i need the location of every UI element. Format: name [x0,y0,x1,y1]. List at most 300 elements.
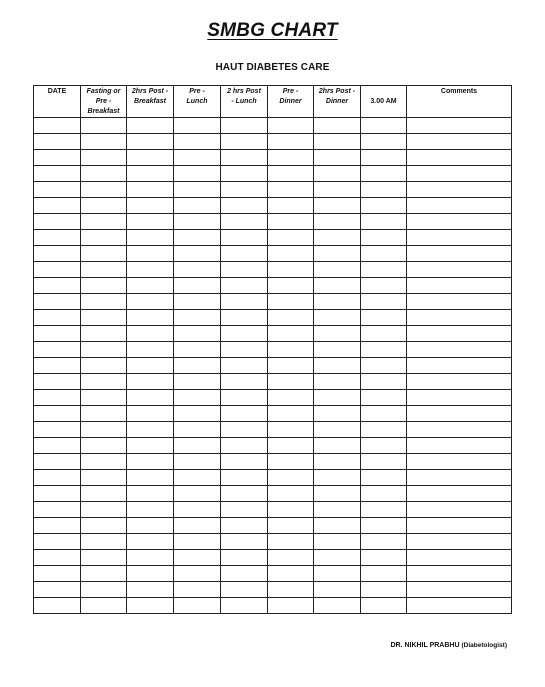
table-cell[interactable] [174,598,221,614]
table-cell[interactable] [127,294,174,310]
table-cell[interactable] [221,294,268,310]
table-cell[interactable] [81,422,127,438]
table-cell[interactable] [127,358,174,374]
table-cell[interactable] [361,214,407,230]
table-cell[interactable] [221,230,268,246]
page-title-text: SMBG CHART [207,20,338,41]
table-cell[interactable] [81,566,127,582]
table-cell[interactable] [361,486,407,502]
table-cell[interactable] [127,198,174,214]
table-row [34,246,512,262]
table-cell[interactable] [34,262,81,278]
table-cell[interactable] [34,182,81,198]
table-row [34,182,512,198]
table-cell[interactable] [174,406,221,422]
table-cell[interactable] [268,342,314,358]
table-cell[interactable] [221,422,268,438]
table-cell[interactable] [361,262,407,278]
table-cell[interactable] [361,422,407,438]
table-cell[interactable] [314,182,361,198]
table-cell[interactable] [268,262,314,278]
table-cell[interactable] [221,470,268,486]
table-cell[interactable] [407,518,512,534]
table-cell[interactable] [34,326,81,342]
table-cell[interactable] [221,310,268,326]
table-cell[interactable] [174,182,221,198]
table-cell[interactable] [127,438,174,454]
table-cell[interactable] [221,342,268,358]
footer-signature [390,642,507,649]
table-cell[interactable] [314,438,361,454]
table-cell[interactable] [314,534,361,550]
table-cell[interactable] [81,518,127,534]
table-cell[interactable] [81,326,127,342]
table-cell[interactable] [361,166,407,182]
table-cell[interactable] [268,182,314,198]
table-cell[interactable] [268,326,314,342]
table-cell[interactable] [407,118,512,134]
table-cell[interactable] [361,310,407,326]
header-3am [361,86,407,118]
table-cell[interactable] [407,150,512,166]
table-cell[interactable] [407,582,512,598]
table-cell[interactable] [174,214,221,230]
table-cell[interactable] [314,150,361,166]
table-cell[interactable] [127,150,174,166]
table-cell[interactable] [361,294,407,310]
table-cell[interactable] [314,326,361,342]
table-cell[interactable] [221,550,268,566]
table-cell[interactable] [221,438,268,454]
table-row [34,454,512,470]
table-cell[interactable] [221,358,268,374]
table-cell[interactable] [314,294,361,310]
table-cell[interactable] [81,230,127,246]
table-cell[interactable] [174,582,221,598]
table-cell[interactable] [34,246,81,262]
table-cell[interactable] [127,582,174,598]
table-cell[interactable] [268,550,314,566]
table-cell[interactable] [407,294,512,310]
table-cell[interactable] [174,438,221,454]
table-cell[interactable] [127,278,174,294]
table-cell[interactable] [81,454,127,470]
table-cell[interactable] [221,406,268,422]
table-row [34,550,512,566]
table-cell[interactable] [407,182,512,198]
table-cell[interactable] [221,454,268,470]
table-cell[interactable] [361,598,407,614]
table-cell[interactable] [361,406,407,422]
table-cell[interactable] [34,278,81,294]
table-cell[interactable] [174,566,221,582]
table-cell[interactable] [268,502,314,518]
table-cell[interactable] [221,182,268,198]
table-cell[interactable] [221,326,268,342]
smbg-table [33,85,512,614]
table-cell[interactable] [174,150,221,166]
table-cell[interactable] [314,582,361,598]
table-cell[interactable] [127,326,174,342]
table-cell[interactable] [81,134,127,150]
table-cell[interactable] [81,342,127,358]
table-cell[interactable] [268,278,314,294]
table-cell[interactable] [174,118,221,134]
table-cell[interactable] [81,390,127,406]
table-cell[interactable] [314,470,361,486]
table-cell[interactable] [407,422,512,438]
table-cell[interactable] [407,310,512,326]
table-cell[interactable] [81,502,127,518]
table-cell[interactable] [407,326,512,342]
table-cell[interactable] [127,374,174,390]
table-cell[interactable] [174,278,221,294]
table-cell[interactable] [361,198,407,214]
table-cell[interactable] [174,342,221,358]
table-cell[interactable] [221,534,268,550]
table-cell[interactable] [407,374,512,390]
table-cell[interactable] [361,518,407,534]
table-cell[interactable] [34,486,81,502]
table-cell[interactable] [407,198,512,214]
table-cell[interactable] [407,166,512,182]
table-cell[interactable] [127,246,174,262]
table-cell[interactable] [314,518,361,534]
header-line: Lunch [186,98,208,105]
table-cell[interactable] [268,214,314,230]
table-cell[interactable] [407,454,512,470]
table-cell[interactable] [314,166,361,182]
table-row [34,486,512,502]
table-cell[interactable] [361,374,407,390]
table-cell[interactable] [407,214,512,230]
table-row [34,406,512,422]
table-cell[interactable] [221,262,268,278]
table-row [34,598,512,614]
table-cell[interactable] [174,486,221,502]
table-cell[interactable] [174,262,221,278]
table-cell[interactable] [268,422,314,438]
table-cell[interactable] [361,550,407,566]
table-cell[interactable] [81,278,127,294]
table-cell[interactable] [127,230,174,246]
table-cell[interactable] [407,134,512,150]
table-cell[interactable] [81,374,127,390]
table-cell[interactable] [34,566,81,582]
table-cell[interactable] [314,214,361,230]
table-cell[interactable] [361,454,407,470]
table-cell[interactable] [174,534,221,550]
table-cell[interactable] [221,134,268,150]
table-cell[interactable] [34,502,81,518]
table-cell[interactable] [34,598,81,614]
table-cell[interactable] [81,118,127,134]
table-cell[interactable] [81,438,127,454]
table-cell[interactable] [407,550,512,566]
table-cell[interactable] [221,582,268,598]
table-cell[interactable] [34,310,81,326]
table-cell[interactable] [407,566,512,582]
table-cell[interactable] [127,262,174,278]
table-cell[interactable] [127,182,174,198]
table-cell[interactable] [174,294,221,310]
table-cell[interactable] [314,278,361,294]
table-cell[interactable] [127,470,174,486]
table-cell[interactable] [221,374,268,390]
table-cell[interactable] [127,310,174,326]
table-cell[interactable] [221,118,268,134]
table-cell[interactable] [127,518,174,534]
table-cell[interactable] [268,598,314,614]
table-cell[interactable] [174,518,221,534]
table-cell[interactable] [361,118,407,134]
table-cell[interactable] [174,470,221,486]
table-cell[interactable] [314,502,361,518]
table-cell[interactable] [221,246,268,262]
table-cell[interactable] [268,134,314,150]
table-cell[interactable] [221,486,268,502]
table-cell[interactable] [361,470,407,486]
table-cell[interactable] [81,358,127,374]
table-cell[interactable] [314,134,361,150]
table-cell[interactable] [407,486,512,502]
table-cell[interactable] [81,294,127,310]
table-cell[interactable] [127,342,174,358]
table-cell[interactable] [361,326,407,342]
table-cell[interactable] [314,486,361,502]
table-cell[interactable] [407,406,512,422]
table-cell[interactable] [268,230,314,246]
table-cell[interactable] [81,198,127,214]
table-row [34,390,512,406]
table-cell[interactable] [127,118,174,134]
table-row [34,166,512,182]
table-cell[interactable] [361,246,407,262]
table-cell[interactable] [221,518,268,534]
table-cell[interactable] [34,390,81,406]
table-cell[interactable] [268,198,314,214]
table-cell[interactable] [361,134,407,150]
table-cell[interactable] [81,246,127,262]
table-cell[interactable] [268,374,314,390]
table-cell[interactable] [361,182,407,198]
table-cell[interactable] [127,566,174,582]
table-cell[interactable] [314,118,361,134]
table-cell[interactable] [81,534,127,550]
table-cell[interactable] [127,502,174,518]
table-cell[interactable] [221,502,268,518]
table-cell[interactable] [268,358,314,374]
table-cell[interactable] [361,278,407,294]
table-cell[interactable] [361,438,407,454]
table-cell[interactable] [314,454,361,470]
table-cell[interactable] [34,294,81,310]
table-cell[interactable] [34,374,81,390]
table-cell[interactable] [221,166,268,182]
table-cell[interactable] [268,454,314,470]
table-cell[interactable] [314,342,361,358]
table-cell[interactable] [127,214,174,230]
table-cell[interactable] [81,470,127,486]
table-cell[interactable] [174,230,221,246]
table-cell[interactable] [174,166,221,182]
table-cell[interactable] [407,502,512,518]
table-cell[interactable] [314,390,361,406]
table-cell[interactable] [268,294,314,310]
table-cell[interactable] [314,198,361,214]
table-cell[interactable] [127,166,174,182]
table-cell[interactable] [34,230,81,246]
table-cell[interactable] [314,358,361,374]
table-cell[interactable] [174,310,221,326]
table-cell[interactable] [34,406,81,422]
table-cell[interactable] [407,438,512,454]
table-cell[interactable] [268,390,314,406]
table-cell[interactable] [314,246,361,262]
table-cell[interactable] [221,198,268,214]
table-cell[interactable] [81,150,127,166]
table-cell[interactable] [127,454,174,470]
table-cell[interactable] [314,550,361,566]
table-cell[interactable] [407,342,512,358]
table-cell[interactable] [268,246,314,262]
table-cell[interactable] [81,486,127,502]
table-cell[interactable] [407,358,512,374]
table-cell[interactable] [174,326,221,342]
header-line: 2hrs Post - [318,88,356,95]
table-row [34,326,512,342]
table-cell[interactable] [221,278,268,294]
table-cell[interactable] [34,550,81,566]
table-cell[interactable] [314,310,361,326]
table-cell[interactable] [34,118,81,134]
table-cell[interactable] [174,454,221,470]
table-cell[interactable] [407,278,512,294]
table-cell[interactable] [407,470,512,486]
table-cell[interactable] [81,582,127,598]
table-cell[interactable] [127,422,174,438]
table-cell[interactable] [268,438,314,454]
table-cell[interactable] [268,118,314,134]
table-cell[interactable] [34,438,81,454]
table-cell[interactable] [34,582,81,598]
table-cell[interactable] [174,374,221,390]
table-cell[interactable] [81,550,127,566]
table-cell[interactable] [361,230,407,246]
table-cell[interactable] [34,422,81,438]
table-cell[interactable] [81,182,127,198]
table-cell[interactable] [268,166,314,182]
table-cell[interactable] [268,406,314,422]
table-cell[interactable] [34,454,81,470]
table-cell[interactable] [34,198,81,214]
table-cell[interactable] [34,534,81,550]
table-cell[interactable] [314,598,361,614]
table-cell[interactable] [174,358,221,374]
table-cell[interactable] [314,262,361,278]
table-cell[interactable] [361,534,407,550]
table-cell[interactable] [268,582,314,598]
table-cell[interactable] [34,358,81,374]
table-cell[interactable] [221,390,268,406]
table-cell[interactable] [314,374,361,390]
table-cell[interactable] [127,134,174,150]
table-cell[interactable] [127,550,174,566]
table-cell[interactable] [127,598,174,614]
table-cell[interactable] [174,550,221,566]
table-cell[interactable] [361,150,407,166]
table-cell[interactable] [127,406,174,422]
page-subtitle: HAUT DIABETES CARE [215,62,330,73]
table-cell[interactable] [361,502,407,518]
table-cell[interactable] [34,470,81,486]
table-cell[interactable] [361,390,407,406]
table-cell[interactable] [127,534,174,550]
table-cell[interactable] [361,582,407,598]
table-cell[interactable] [174,246,221,262]
table-cell[interactable] [221,598,268,614]
table-cell[interactable] [174,502,221,518]
table-cell[interactable] [221,214,268,230]
table-cell[interactable] [268,534,314,550]
table-cell[interactable] [174,390,221,406]
table-cell[interactable] [268,150,314,166]
table-cell[interactable] [314,422,361,438]
table-cell[interactable] [361,566,407,582]
table-cell[interactable] [407,262,512,278]
table-cell[interactable] [174,134,221,150]
table-cell[interactable] [361,342,407,358]
table-cell[interactable] [361,358,407,374]
table-cell[interactable] [268,566,314,582]
table-cell[interactable] [314,230,361,246]
table-cell[interactable] [34,214,81,230]
table-cell[interactable] [407,534,512,550]
table-cell[interactable] [81,166,127,182]
table-cell[interactable] [174,422,221,438]
table-cell[interactable] [407,246,512,262]
table-row [34,342,512,358]
table-cell[interactable] [81,406,127,422]
table-cell[interactable] [81,310,127,326]
table-cell[interactable] [268,518,314,534]
table-cell[interactable] [81,214,127,230]
table-cell[interactable] [127,390,174,406]
table-cell[interactable] [314,406,361,422]
table-row [34,262,512,278]
table-cell[interactable] [174,198,221,214]
table-row [34,518,512,534]
table-cell[interactable] [407,390,512,406]
table-cell[interactable] [34,342,81,358]
table-cell[interactable] [34,134,81,150]
table-cell[interactable] [127,486,174,502]
table-cell[interactable] [268,310,314,326]
table-cell[interactable] [407,230,512,246]
table-cell[interactable] [407,598,512,614]
table-cell[interactable] [221,566,268,582]
table-row [34,470,512,486]
table-cell[interactable] [34,166,81,182]
table-cell[interactable] [81,598,127,614]
table-cell[interactable] [221,150,268,166]
table-cell[interactable] [268,486,314,502]
table-cell[interactable] [34,518,81,534]
table-cell[interactable] [81,262,127,278]
table-cell[interactable] [314,566,361,582]
table-cell[interactable] [268,470,314,486]
table-cell[interactable] [34,150,81,166]
